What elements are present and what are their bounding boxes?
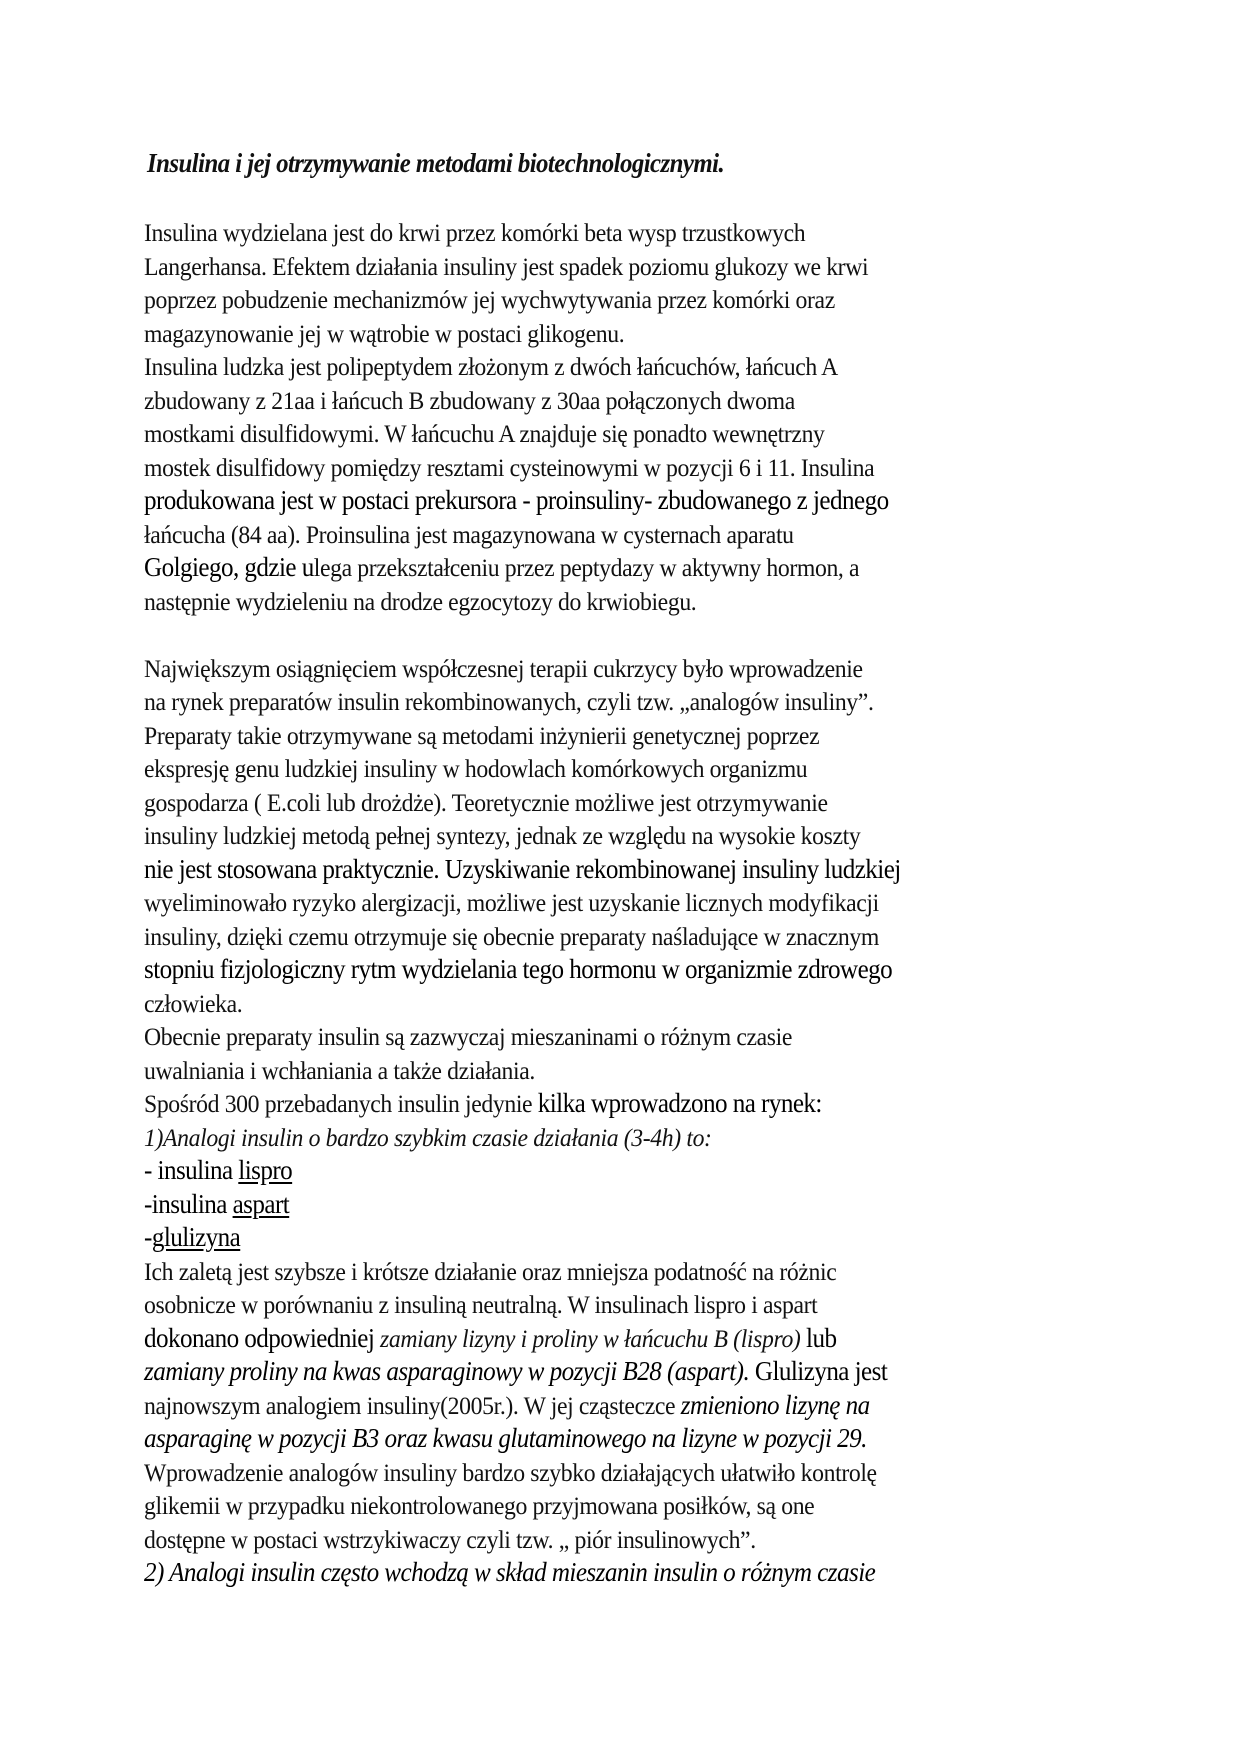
text-line: nie jest stosowana praktycznie. Uzyskiwanie rekombinowanej insuliny ludzkiej (144, 853, 901, 884)
text-line: asparaginę w pozycji B3 oraz kwasu glutaminowego na lizyne w pozycji 29. (144, 1423, 867, 1453)
list-item (144, 1188, 1055, 1222)
text-line: łańcucha (84 aa). Proinsulina jest magazynowana w cysternach aparatu (144, 519, 794, 549)
text-line: uwalniania i wchłaniania a także działania. (144, 1055, 535, 1085)
text-line (144, 1389, 1055, 1423)
text-line: stopniu fizjologiczny rytm wydzielania tego hormonu w organizmie zdrowego (144, 954, 893, 984)
list-item-prefix: - insulina (144, 1155, 239, 1185)
section-heading-mixed-analogs: 2) Analogi insulin często wchodzą w skład mieszanin insulin o różnym czasie (144, 1557, 876, 1587)
text-span: dokonano odpowiedniej (144, 1322, 381, 1353)
text-line: następnie wydzieleniu na drodze egzocytozy do krwiobiegu. (144, 586, 697, 616)
text-line: Ich zaletą jest szybsze i krótsze działanie oraz mniejsza podatność na różnic (144, 1256, 837, 1286)
paragraph-gap (144, 618, 1124, 652)
text-line: mostkami disulfidowymi. W łańcuchu A znajduje się ponadto wewnętrzny (144, 419, 825, 448)
text-span: Golgiego, gdzie u (144, 552, 314, 582)
text-line: człowieka. (144, 988, 243, 1018)
text-span: lub (806, 1322, 837, 1353)
text-line: glikemii w przypadku niekontrolowanego przyjmowana posiłków, są one (144, 1491, 815, 1520)
text-span: zamiany proliny na kwas asparaginowy w pozycji B28 (aspart). (144, 1356, 750, 1386)
document-body (144, 216, 1124, 1590)
text-line: produkowana jest w postaci prekursora - proinsuliny- zbudowanego z jednego (144, 485, 889, 515)
text-span: kilka wprowadzono na rynek: (537, 1088, 822, 1118)
list-item-name: glulizyna (151, 1222, 241, 1252)
text-line: ekspresję genu ludzkiej insuliny w hodowlach komórkowych organizmu (144, 754, 808, 783)
text-span: najnowszym analogiem insuliny(2005r.). W jej cząsteczce (144, 1390, 681, 1420)
text-line: na rynek preparatów insulin rekombinowanych, czyli tzw. „analogów insuliny”. (144, 687, 874, 716)
list-item-prefix: -insulina (144, 1188, 233, 1219)
text-line: insuliny ludzkiej metodą pełnej syntezy, jednak ze względu na wysokie koszty (144, 821, 861, 850)
text-line (144, 551, 1055, 585)
text-line: Insulina wydzielana jest do krwi przez komórki beta wysp trzustkowych (144, 218, 806, 247)
text-span: lega przekształceniu przez peptydazy w aktywny hormon, a (313, 553, 860, 582)
paragraph-recombinant (144, 652, 1124, 1590)
list-item (144, 1154, 1055, 1188)
text-line: zbudowany z 21aa i łańcuch B zbudowany z 30aa połączonych dwoma (144, 385, 795, 415)
text-line: Insulina ludzka jest polipeptydem złożonym z dwóch łańcuchów, łańcuch A (144, 352, 838, 381)
text-line: osobnicze w porównaniu z insuliną neutralną. W insulinach lispro i aspart (144, 1290, 818, 1319)
list-item-prefix: - (144, 1222, 152, 1252)
section-heading-fast-analogs: 1)Analogi insulin o bardzo szybkim czasie działania (3-4h) to: (144, 1122, 712, 1152)
text-line: insuliny, dzięki czemu otrzymuje się obecnie preparaty naśladujące w znacznym (144, 921, 879, 951)
list-item-name: aspart (232, 1188, 290, 1219)
text-span: zmieniono lizynę na (680, 1389, 870, 1420)
text-line (144, 1355, 1055, 1389)
list-item (144, 1221, 1055, 1255)
document-title: Insulina i jej otrzymywanie metodami biotechnologicznymi. (147, 148, 725, 178)
text-span: Spośród 300 przebadanych insulin jedynie (144, 1089, 538, 1118)
text-line: dostępne w postaci wstrzykiwaczy czyli tzw. „ piór insulinowych”. (144, 1524, 756, 1554)
text-span: Glulizyna jest (749, 1356, 888, 1386)
list-item-name: lispro (238, 1155, 293, 1185)
text-line: magazynowanie jej w wątrobie w postaci glikogenu. (144, 318, 625, 348)
text-line: wyeliminowało ryzyko alergizacji, możliwe jest uzyskanie licznych modyfikacji (144, 888, 879, 917)
text-line (144, 1087, 1055, 1121)
text-line: Wprowadzenie analogów insuliny bardzo szybko działających ułatwiło kontrolę (144, 1457, 877, 1487)
text-span: zamiany lizyny i proliny w łańcuchu B (lispro) (380, 1323, 807, 1353)
text-line: Langerhansa. Efektem działania insuliny jest spadek poziomu glukozy we krwi (144, 251, 869, 281)
paragraph-insulin-intro (144, 216, 1124, 618)
text-line (144, 1322, 1055, 1356)
text-line: poprzez pobudzenie mechanizmów jej wychwytywania przez komórki oraz (144, 285, 835, 314)
text-line: gospodarza ( E.coli lub drożdże). Teoretycznie możliwe jest otrzymywanie (144, 787, 828, 817)
text-line: Największym osiągnięciem współczesnej terapii cukrzycy było wprowadzenie (144, 653, 863, 683)
text-line: mostek disulfidowy pomiędzy resztami cysteinowymi w pozycji 6 i 11. Insulina (144, 452, 875, 482)
text-line: Preparaty takie otrzymywane są metodami inżynierii genetycznej poprzez (144, 720, 820, 750)
text-line: Obecnie preparaty insulin są zazwyczaj mieszaninami o różnym czasie (144, 1022, 793, 1051)
